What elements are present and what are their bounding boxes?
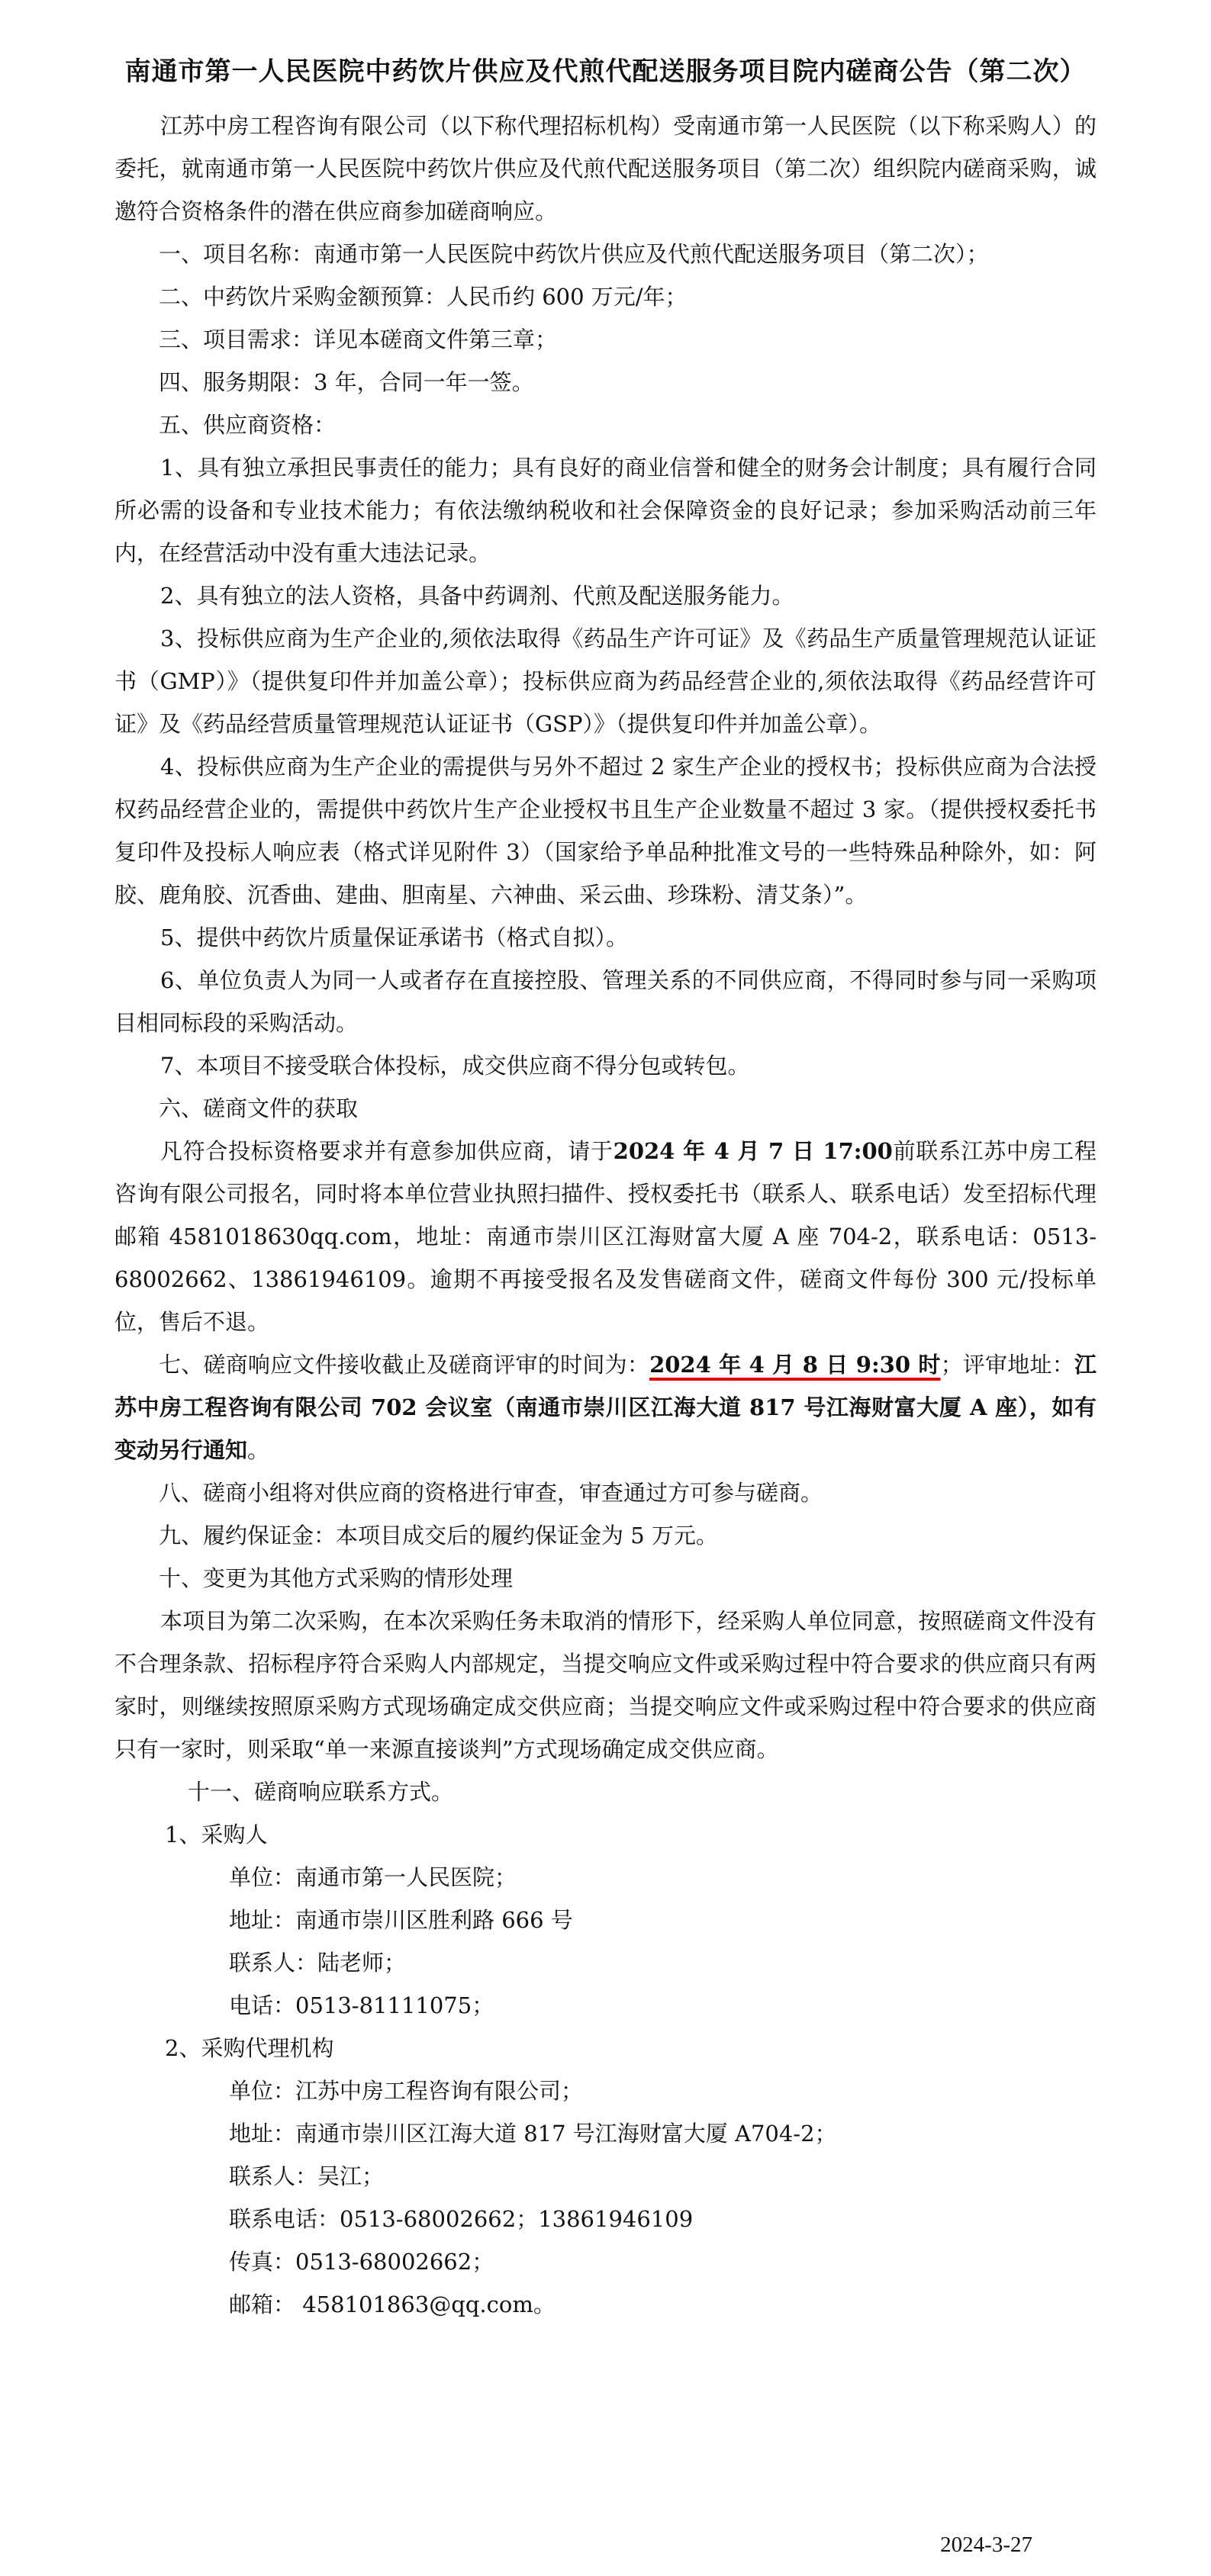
page-title: 南通市第一人民医院中药饮片供应及代煎代配送服务项目院内磋商公告（第二次）: [124, 56, 1087, 87]
section-deposit: 九、履约保证金：本项目成交后的履约保证金为 5 万元。: [159, 1523, 718, 1548]
purchaser-address: 地址：南通市崇川区胜利路 666 号: [229, 1907, 573, 1933]
section-budget: 二、中药饮片采购金额预算：人民币约 600 万元/年；: [159, 284, 688, 310]
section-documents-heading: 六、磋商文件的获取: [159, 1095, 359, 1121]
review-address: 江苏中房工程咨询有限公司 702 会议室（南通市崇川区江海大道 817 号江海财富大厦 A 座），如有变动另行通知: [114, 1352, 1097, 1463]
qualification-5: 5、提供中药饮片质量保证承诺书（格式自拟）。: [160, 925, 628, 950]
purchaser-contact: 联系人：陆老师；: [229, 1950, 407, 1976]
section-deadline: [114, 1343, 1097, 1471]
qualification-3: 3、投标供应商为生产企业的,须依法取得《药品生产许可证》及《药品生产质量管理规范认证证书（GMP）》（提供复印件并加盖公章）；投标供应商为药品经营企业的,须依法取得《药品经营许可证》及《药品经营质量管理规范认证证书（GSP）》（提供复印件并加盖公章）。: [114, 626, 1097, 737]
documents-body-pre: 凡符合投标资格要求并有意参加供应商，请于: [160, 1138, 614, 1164]
section-change-heading: 十、变更为其他方式采购的情形处理: [159, 1565, 514, 1591]
deadline-end: 。: [247, 1437, 270, 1463]
agency-contact: 联系人：吴江；: [229, 2163, 385, 2189]
section-requirements: 三、项目需求：详见本磋商文件第三章；: [159, 326, 558, 352]
section-project-name: 一、项目名称：南通市第一人民医院中药饮片供应及代煎代配送服务项目（第二次）；: [159, 241, 989, 267]
qualification-6: 6、单位负责人为同一人或者存在直接控股、管理关系的不同供应商，不得同时参与同一采购项目相同标段的采购活动。: [114, 967, 1097, 1036]
purchaser-phone: 电话：0513-81111075；: [229, 1992, 494, 2018]
agency-email: 邮箱： 458101863@qq.com。: [229, 2291, 556, 2317]
purchaser-unit: 单位：南通市第一人民医院；: [229, 1864, 517, 1890]
deadline-pre: 七、磋商响应文件接收截止及磋商评审的时间为：: [159, 1352, 650, 1378]
qualification-7: 7、本项目不接受联合体投标，成交供应商不得分包或转包。: [160, 1053, 750, 1079]
intro-paragraph: 江苏中房工程咨询有限公司（以下称代理招标机构）受南通市第一人民医院（以下称采购人）的委托，就南通市第一人民医院中药饮片供应及代煎代配送服务项目（第二次）组织院内磋商采购，诚邀符合资格条件的潜在供应商参加磋商响应。: [114, 113, 1097, 224]
deadline-mid: ；评审地址：: [940, 1352, 1074, 1378]
agency-unit: 单位：江苏中房工程咨询有限公司；: [229, 2078, 584, 2104]
section-contacts-heading: 十一、磋商响应联系方式。: [188, 1779, 454, 1805]
qualification-1: 1、具有独立承担民事责任的能力；具有良好的商业信誉和健全的财务会计制度；具有履行合同所必需的设备和专业技术能力；有依法缴纳税收和社会保障资金的良好记录；参加采购活动前三年内，在经营活动中没有重大违法记录。: [114, 455, 1097, 566]
section-change-body: 本项目为第二次采购，在本次采购任务未取消的情形下，经采购人单位同意，按照磋商文件没有不合理条款、招标程序符合采购人内部规定，当提交响应文件或采购过程中符合要求的供应商只有两家时，则继续按照原采购方式现场确定成交供应商；当提交响应文件或采购过程中符合要求的供应商只有一家时，则采取“单一来源直接谈判”方式现场确定成交供应商。: [114, 1608, 1097, 1762]
documents-body-post: 前联系江苏中房工程咨询有限公司报名，同时将本单位营业执照扫描件、授权委托书（联系人、联系电话）发至招标代理邮箱 4581018630qq.com，地址：南通市崇川区江海财富大厦 A 座 704-2，联系电话：0513-68002662、13861946109。逾期不再接受报名及发售磋商文件，磋商文件每份 300 元/投标单位，售后不退。: [114, 1138, 1097, 1335]
qualification-4: 4、投标供应商为生产企业的需提供与另外不超过 2 家生产企业的授权书；投标供应商为合法授权药品经营企业的，需提供中药饮片生产企业授权书且生产企业数量不超过 3 家。（提供授权委托书复印件及投标人响应表（格式详见附件 3）（国家给予单品种批准文号的一些特殊品种除外，如：阿胶、鹿角胶、沉香曲、建曲、胆南星、六神曲、采云曲、珍珠粉、清艾条）”。: [114, 754, 1097, 908]
section-documents-body: [114, 1130, 1097, 1343]
review-time: 2024 年 4 月 8 日 9:30 时: [649, 1352, 941, 1378]
agency-heading: 2、采购代理机构: [165, 2035, 334, 2061]
registration-deadline: 2024 年 4 月 7 日 17:00: [613, 1138, 893, 1164]
section-qualifications-heading: 五、供应商资格：: [159, 412, 337, 438]
publish-date: 2024-3-27: [940, 2533, 1032, 2557]
agency-address: 地址：南通市崇川区江海大道 817 号江海财富大厦 A704-2；: [229, 2121, 837, 2147]
agency-fax: 传真：0513-68002662；: [229, 2249, 494, 2275]
agency-phone: 联系电话：0513-68002662；13861946109: [229, 2206, 694, 2232]
section-review: 八、磋商小组将对供应商的资格进行审查，审查通过方可参与磋商。: [159, 1480, 823, 1506]
section-service-period: 四、服务期限：3 年，合同一年一签。: [159, 369, 534, 395]
qualification-2: 2、具有独立的法人资格，具备中药调剂、代煎及配送服务能力。: [160, 583, 794, 609]
purchaser-heading: 1、采购人: [165, 1822, 268, 1848]
